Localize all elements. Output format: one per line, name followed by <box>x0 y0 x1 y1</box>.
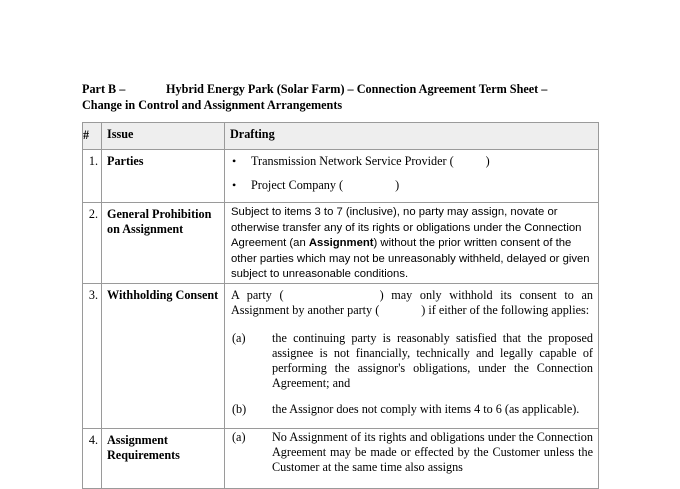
row-number: 2. <box>83 203 102 284</box>
intro-text: ) may only withhold its consent to an Assignment by another party ( <box>231 287 593 317</box>
sub-clause-text: No Assignment of its rights and obligations under the Connection Agreement may be made or effected by the Customer unless the Customer at the same time also assigns <box>272 429 593 474</box>
row-drafting <box>225 150 599 203</box>
party-bullet <box>231 178 593 202</box>
party-tnsp-close: ) <box>485 154 490 168</box>
row-drafting <box>225 203 599 284</box>
sub-clause <box>231 331 593 391</box>
drafting-intro <box>231 288 593 318</box>
part-label: Part B – <box>82 82 126 96</box>
header-number: # <box>83 123 102 150</box>
sub-clause-text: the continuing party is reasonably satisfied that the proposed assignee is not financially, technically and legally capable of performing the assignor's obligations, under the Connection Agreement; and <box>272 330 593 390</box>
heading-title-line-2: Change in Control and Assignment Arrangements <box>82 98 343 112</box>
intro-text: ) if either of the following applies: <box>421 302 590 317</box>
header-issue: Issue <box>102 123 225 150</box>
table-row <box>83 150 599 203</box>
table-row <box>83 203 599 284</box>
row-issue: Assignment Requirements <box>102 428 225 488</box>
document-heading <box>82 81 602 113</box>
sub-clause <box>231 402 593 417</box>
row-drafting <box>225 428 599 488</box>
sub-clause-label: (a) <box>232 330 246 345</box>
sub-clause <box>231 430 593 475</box>
row-issue: Parties <box>102 150 225 203</box>
heading-title-line-1: Hybrid Energy Park (Solar Farm) – Connection Agreement Term Sheet – <box>166 82 548 96</box>
party-project-company-text: Project Company ( <box>251 178 344 192</box>
row-number: 1. <box>83 150 102 203</box>
sub-clause-label: (a) <box>232 429 246 444</box>
defined-term: Assignment <box>308 237 374 250</box>
table-row <box>83 428 599 488</box>
party-project-company-close: ) <box>395 178 400 192</box>
sub-clause-label: (b) <box>232 401 247 416</box>
term-sheet-table <box>82 122 599 489</box>
intro-text: A party ( <box>231 287 284 302</box>
row-drafting <box>225 283 599 428</box>
party-bullet <box>231 154 593 178</box>
heading-line-1 <box>82 81 602 97</box>
row-issue: Withholding Consent <box>102 283 225 428</box>
table-header-row <box>83 123 599 150</box>
drafting-text: Subject to items 3 to 7 (inclusive), no party may assign, novate or otherwise transfer any of its rights or obligations under the Connection Agreement (an <box>231 206 582 250</box>
drafting-text: ) without the prior written consent of the other parties which may not be unreasonably withheld, delayed or given subject to unreasonable conditions. <box>231 237 590 281</box>
row-issue: General Prohibition on Assignment <box>102 203 225 284</box>
table-row <box>83 283 599 428</box>
row-number: 4. <box>83 428 102 488</box>
header-drafting: Drafting <box>225 123 599 150</box>
sub-clause-text: the Assignor does not comply with items 4 to 6 (as applicable). <box>272 401 580 416</box>
party-tnsp-text: Transmission Network Service Provider ( <box>251 154 454 168</box>
row-number: 3. <box>83 283 102 428</box>
